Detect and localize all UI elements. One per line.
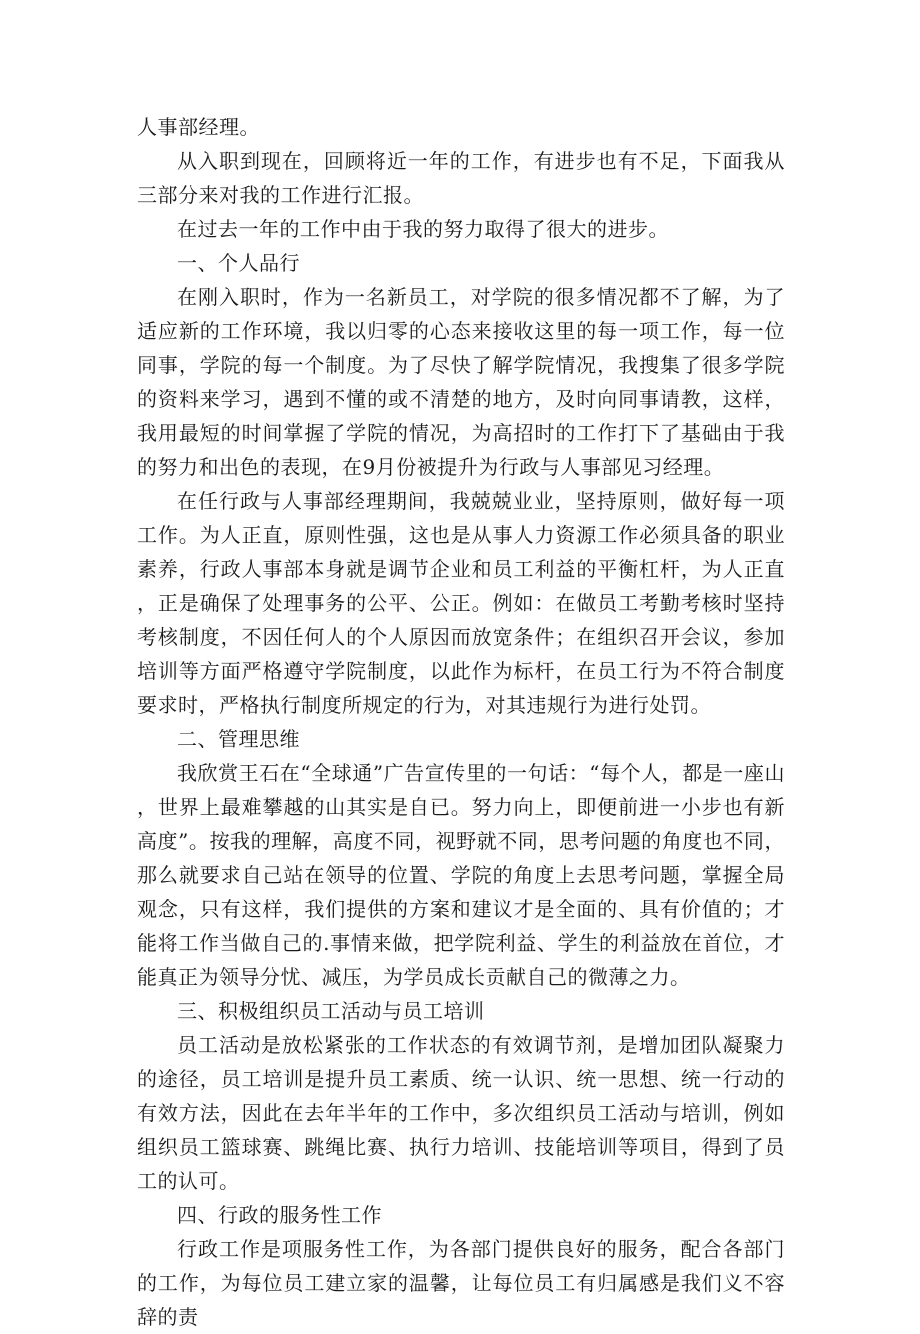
section-heading-3: 三、积极组织员工活动与员工培训 <box>177 999 485 1023</box>
paragraph-4: 在刚入职时，作为一名新员工，对学院的很多情况都不了解，为了适应新的工作环境，我以归零的心态来接收这里的每一项工作，每一位同事，学院的每一个制度。为了尽快了解学院情况，我搜集了很多学院的资料来学习，遇到不懂的或不清楚的地方，及时向同事请教，这样，我用最短的时间掌握了学院的情况，为高招时的工作打下了基础由于我的努力和出色的表现，在9月份被提升为行政与人事部见习经理。 <box>137 285 785 479</box>
paragraph-8: 行政工作是项服务性工作，为各部门提供良好的服务，配合各部门的工作，为每位员工建立家的温馨，让每位员工有归属感是我们义不容辞的责 <box>137 1237 785 1329</box>
section-heading-4: 四、行政的服务性工作 <box>177 1203 382 1227</box>
document-body <box>137 110 785 1334</box>
paragraph-1: 人事部经理。 <box>137 115 260 139</box>
section-heading-2: 二、管理思维 <box>177 727 300 751</box>
paragraph-3: 在过去一年的工作中由于我的努力取得了很大的进步。 <box>177 217 669 241</box>
paragraph-7: 员工活动是放松紧张的工作状态的有效调节剂，是增加团队凝聚力的途径，员工培训是提升员工素质、统一认识、统一思想、统一行动的有效方法，因此在去年半年的工作中，多次组织员工活动与培训，例如组织员工篮球赛、跳绳比赛、执行力培训、技能培训等项目，得到了员工的认可。 <box>137 1033 785 1193</box>
paragraph-2: 从入职到现在，回顾将近一年的工作，有进步也有不足，下面我从三部分来对我的工作进行汇报。 <box>137 149 785 207</box>
section-heading-1: 一、个人品行 <box>177 251 300 275</box>
paragraph-5: 在任行政与人事部经理期间，我兢兢业业，坚持原则，做好每一项工作。为人正直，原则性强，这也是从事人力资源工作必须具备的职业素养，行政人事部本身就是调节企业和员工利益的平衡杠杆，为人正直，正是确保了处理事务的公平、公正。例如：在做员工考勤考核时坚持考核制度，不因任何人的个人原因而放宽条件；在组织召开会议，参加培训等方面严格遵守学院制度，以此作为标杆，在员工行为不符合制度要求时，严格执行制度所规定的行为，对其违规行为进行处罚。 <box>137 489 785 717</box>
paragraph-6: 我欣赏王石在“全球通”广告宣传里的一句话：“每个人，都是一座山，世界上最难攀越的山其实是自已。努力向上，即便前进一小步也有新高度”。按我的理解，高度不同，视野就不同，思考问题的角度也不同，那么就要求自己站在领导的位置、学院的角度上去思考问题，掌握全局观念，只有这样，我们提供的方案和建议才是全面的、具有价值的；才能将工作当做自己的.事情来做，把学院利益、学生的利益放在首位，才能真正为领导分忧、减压，为学员成长贡献自己的微薄之力。 <box>137 761 785 989</box>
